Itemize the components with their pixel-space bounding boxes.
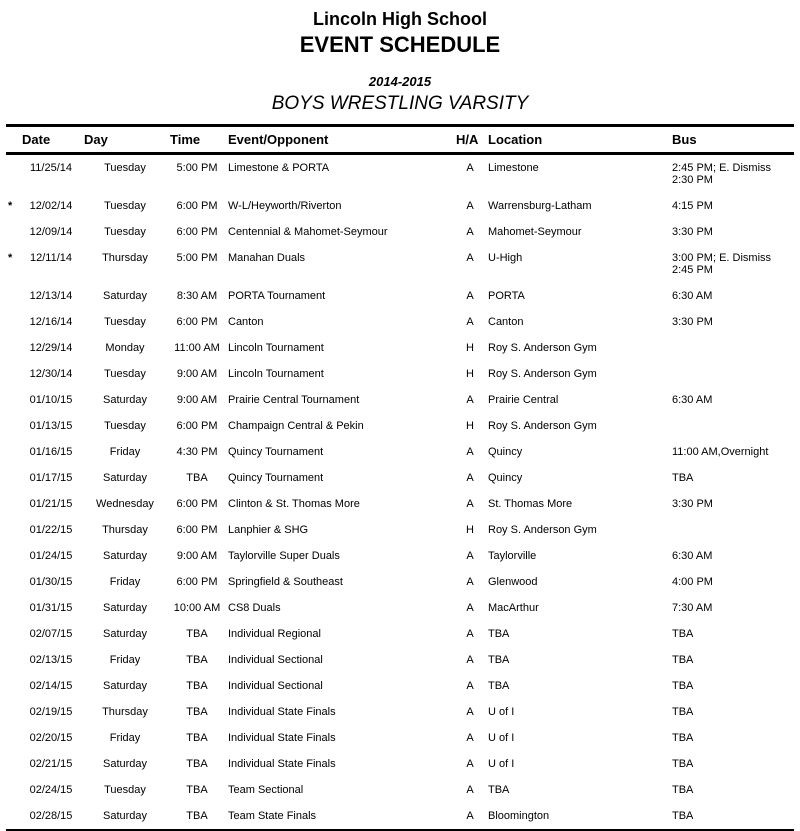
cell-location: MacArthur <box>488 602 539 614</box>
cell-event-opponent: Clinton & St. Thomas More <box>228 498 360 510</box>
cell-bus: 7:30 AM <box>672 602 713 614</box>
cell-early-dismiss-flag <box>6 283 20 309</box>
cell-date: 01/10/15 <box>29 394 73 406</box>
schedule-row <box>6 154 794 194</box>
cell-date: 01/31/15 <box>29 602 73 614</box>
schedule-row <box>6 335 794 361</box>
cell-home-away: A <box>466 576 474 588</box>
cell-day: Saturday <box>102 680 148 692</box>
cell-date: 12/16/14 <box>29 316 73 328</box>
cell-home-away: H <box>466 368 474 380</box>
cell-event-opponent: PORTA Tournament <box>228 290 326 302</box>
cell-home-away: H <box>466 524 474 536</box>
cell-home-away: H <box>466 342 474 354</box>
cell-event-opponent: Individual State Finals <box>228 758 336 770</box>
cell-early-dismiss-flag <box>6 491 20 517</box>
cell-time: 10:00 AM <box>173 602 221 614</box>
cell-location: Roy S. Anderson Gym <box>488 342 597 354</box>
cell-event-opponent: Individual State Finals <box>228 732 336 744</box>
cell-home-away: A <box>466 706 474 718</box>
cell-home-away: A <box>466 732 474 744</box>
header-time: Time <box>168 126 226 154</box>
schedule-row <box>6 725 794 751</box>
cell-date: 12/13/14 <box>29 290 73 302</box>
cell-event-opponent: Canton <box>228 316 264 328</box>
cell-location: Glenwood <box>488 576 538 588</box>
cell-day: Tuesday <box>104 784 146 796</box>
cell-day: Saturday <box>102 810 148 822</box>
cell-early-dismiss-flag <box>6 361 20 387</box>
document-title: EVENT SCHEDULE <box>299 31 501 57</box>
cell-date: 02/19/15 <box>29 706 73 718</box>
schedule-row <box>6 803 794 830</box>
cell-bus: TBA <box>672 732 694 744</box>
header-event: Event/Opponent <box>226 126 454 154</box>
cell-early-dismiss-flag <box>6 725 20 751</box>
cell-day: Saturday <box>102 602 148 614</box>
schedule-row <box>6 491 794 517</box>
cell-location: U of I <box>488 706 515 718</box>
cell-location: TBA <box>488 784 510 796</box>
cell-bus: 3:00 PM; E. Dismiss 2:45 PM <box>672 252 772 276</box>
cell-home-away: A <box>466 758 474 770</box>
cell-location: PORTA <box>488 290 525 302</box>
header-location: Location <box>486 126 670 154</box>
cell-bus: TBA <box>672 680 694 692</box>
cell-time: 9:00 AM <box>176 368 218 380</box>
cell-location: TBA <box>488 654 510 666</box>
season-label: 2014-2015 <box>368 74 432 89</box>
cell-bus: 3:30 PM <box>672 316 713 328</box>
cell-day: Saturday <box>102 290 148 302</box>
cell-date: 02/21/15 <box>29 758 73 770</box>
schedule-row <box>6 387 794 413</box>
cell-time: 5:00 PM <box>176 162 218 174</box>
cell-day: Friday <box>109 732 141 744</box>
cell-event-opponent: Lincoln Tournament <box>228 342 324 354</box>
schedule-row <box>6 283 794 309</box>
schedule-row <box>6 309 794 335</box>
cell-location: Taylorville <box>488 550 537 562</box>
cell-date: 01/22/15 <box>29 524 73 536</box>
cell-location: Warrensburg-Latham <box>488 200 592 212</box>
cell-bus: TBA <box>672 706 694 718</box>
cell-day: Tuesday <box>104 200 146 212</box>
cell-early-dismiss-flag <box>6 154 20 194</box>
cell-day: Tuesday <box>104 226 146 238</box>
cell-date: 01/16/15 <box>29 446 73 458</box>
schedule-row <box>6 673 794 699</box>
schedule-row <box>6 465 794 491</box>
cell-time: 6:00 PM <box>176 316 218 328</box>
cell-event-opponent: Lanphier & SHG <box>228 524 309 536</box>
cell-date: 01/24/15 <box>29 550 73 562</box>
cell-home-away: A <box>466 654 474 666</box>
cell-bus: 4:15 PM <box>672 200 713 212</box>
cell-bus: 6:30 AM <box>672 290 713 302</box>
cell-time: TBA <box>186 706 208 718</box>
cell-time: 6:00 PM <box>176 498 218 510</box>
schedule-row <box>6 361 794 387</box>
cell-date: 12/11/14 <box>29 252 72 264</box>
cell-bus <box>670 335 794 361</box>
cell-bus: 4:00 PM <box>672 576 713 588</box>
cell-time: 6:00 PM <box>176 576 218 588</box>
page-header <box>0 8 800 116</box>
cell-event-opponent: Centennial & Mahomet-Seymour <box>228 226 388 238</box>
cell-location: Quincy <box>488 472 523 484</box>
cell-day: Tuesday <box>104 420 146 432</box>
cell-home-away: A <box>466 628 474 640</box>
schedule-row <box>6 413 794 439</box>
cell-event-opponent: Team State Finals <box>228 810 317 822</box>
cell-date: 11/25/14 <box>29 162 72 174</box>
cell-day: Thursday <box>102 706 148 718</box>
cell-date: 02/13/15 <box>29 654 73 666</box>
schedule-row <box>6 245 794 283</box>
cell-day: Tuesday <box>104 368 146 380</box>
cell-early-dismiss-flag <box>6 309 20 335</box>
schedule-row <box>6 439 794 465</box>
cell-bus: 2:45 PM; E. Dismiss 2:30 PM <box>672 162 772 186</box>
cell-time: 6:00 PM <box>176 524 218 536</box>
cell-time: 6:00 PM <box>176 200 218 212</box>
schedule-table <box>6 124 794 831</box>
schedule-row <box>6 219 794 245</box>
cell-location: Quincy <box>488 446 523 458</box>
cell-bus: TBA <box>672 654 694 666</box>
cell-location: Roy S. Anderson Gym <box>488 420 597 432</box>
cell-bus: TBA <box>672 784 694 796</box>
cell-bus <box>670 361 794 387</box>
header-flag <box>6 126 20 154</box>
cell-early-dismiss-flag <box>6 751 20 777</box>
team-title: BOYS WRESTLING VARSITY <box>271 93 529 115</box>
cell-early-dismiss-flag <box>6 413 20 439</box>
cell-day: Thursday <box>102 252 148 264</box>
cell-event-opponent: Quincy Tournament <box>228 446 324 458</box>
schedule-body <box>6 154 794 831</box>
schedule-row <box>6 777 794 803</box>
cell-day: Tuesday <box>104 162 146 174</box>
cell-time: TBA <box>186 654 208 666</box>
cell-bus: 6:30 AM <box>672 550 713 562</box>
cell-event-opponent: CS8 Duals <box>228 602 281 614</box>
cell-location: Prairie Central <box>488 394 559 406</box>
cell-home-away: A <box>466 162 474 174</box>
cell-event-opponent: Prairie Central Tournament <box>228 394 360 406</box>
cell-early-dismiss-flag <box>6 387 20 413</box>
cell-day: Monday <box>105 342 145 354</box>
cell-time: TBA <box>186 680 208 692</box>
cell-time: TBA <box>186 784 208 796</box>
cell-location: Mahomet-Seymour <box>488 226 582 238</box>
cell-time: TBA <box>186 472 208 484</box>
cell-time: TBA <box>186 732 208 744</box>
cell-time: 8:30 AM <box>176 290 218 302</box>
cell-location: U of I <box>488 732 515 744</box>
cell-home-away: A <box>466 316 474 328</box>
cell-date: 02/24/15 <box>29 784 73 796</box>
cell-location: Limestone <box>488 162 539 174</box>
cell-day: Friday <box>109 576 141 588</box>
cell-bus: 3:30 PM <box>672 498 713 510</box>
cell-date: 02/28/15 <box>29 810 73 822</box>
cell-time: 9:00 AM <box>176 550 218 562</box>
cell-day: Friday <box>109 654 141 666</box>
cell-event-opponent: Springfield & Southeast <box>228 576 343 588</box>
schedule-row <box>6 543 794 569</box>
cell-bus: 11:00 AM,Overnight <box>672 446 769 458</box>
header-row <box>6 126 794 154</box>
cell-early-dismiss-flag <box>6 699 20 725</box>
cell-early-dismiss-flag <box>6 777 20 803</box>
cell-home-away: A <box>466 290 474 302</box>
cell-time: 9:00 AM <box>176 394 218 406</box>
cell-early-dismiss-flag <box>6 335 20 361</box>
cell-date: 01/21/15 <box>29 498 73 510</box>
cell-location: Roy S. Anderson Gym <box>488 524 597 536</box>
cell-early-dismiss-flag: * <box>8 252 13 264</box>
cell-home-away: A <box>466 810 474 822</box>
table-header <box>6 126 794 154</box>
cell-event-opponent: Individual Sectional <box>228 654 323 666</box>
cell-date: 02/20/15 <box>29 732 73 744</box>
header-day: Day <box>82 126 168 154</box>
cell-early-dismiss-flag <box>6 439 20 465</box>
cell-home-away: A <box>466 550 474 562</box>
cell-early-dismiss-flag: * <box>8 200 13 212</box>
schedule-row <box>6 595 794 621</box>
cell-bus: 3:30 PM <box>672 226 713 238</box>
cell-time: TBA <box>186 758 208 770</box>
cell-location: St. Thomas More <box>488 498 573 510</box>
cell-day: Friday <box>109 446 141 458</box>
cell-location: Roy S. Anderson Gym <box>488 368 597 380</box>
cell-date: 01/13/15 <box>29 420 73 432</box>
cell-day: Saturday <box>102 472 148 484</box>
cell-time: 5:00 PM <box>176 252 218 264</box>
cell-day: Saturday <box>102 550 148 562</box>
cell-date: 02/14/15 <box>29 680 73 692</box>
cell-early-dismiss-flag <box>6 219 20 245</box>
cell-day: Saturday <box>102 628 148 640</box>
schedule-row <box>6 751 794 777</box>
cell-early-dismiss-flag <box>6 673 20 699</box>
cell-home-away: A <box>466 680 474 692</box>
cell-bus <box>670 517 794 543</box>
cell-home-away: A <box>466 602 474 614</box>
cell-bus: TBA <box>672 472 694 484</box>
schedule-row <box>6 699 794 725</box>
cell-time: TBA <box>186 628 208 640</box>
cell-event-opponent: Individual Regional <box>228 628 321 640</box>
cell-date: 12/29/14 <box>29 342 73 354</box>
cell-early-dismiss-flag <box>6 803 20 830</box>
cell-bus: TBA <box>672 810 694 822</box>
cell-home-away: A <box>466 200 474 212</box>
cell-location: TBA <box>488 628 510 640</box>
cell-bus <box>670 413 794 439</box>
cell-event-opponent: Individual Sectional <box>228 680 323 692</box>
cell-time: 6:00 PM <box>176 226 218 238</box>
cell-event-opponent: Champaign Central & Pekin <box>228 420 364 432</box>
cell-early-dismiss-flag <box>6 595 20 621</box>
cell-event-opponent: Limestone & PORTA <box>228 162 330 174</box>
cell-location: Canton <box>488 316 524 328</box>
cell-early-dismiss-flag <box>6 647 20 673</box>
schedule-row <box>6 621 794 647</box>
cell-date: 01/17/15 <box>29 472 73 484</box>
header-date: Date <box>20 126 82 154</box>
cell-time: 6:00 PM <box>176 420 218 432</box>
schedule-row <box>6 193 794 219</box>
cell-early-dismiss-flag <box>6 543 20 569</box>
cell-event-opponent: Team Sectional <box>228 784 304 796</box>
cell-location: TBA <box>488 680 510 692</box>
cell-time: TBA <box>186 810 208 822</box>
schedule-row <box>6 647 794 673</box>
cell-home-away: A <box>466 394 474 406</box>
cell-early-dismiss-flag <box>6 569 20 595</box>
cell-early-dismiss-flag <box>6 465 20 491</box>
header-bus: Bus <box>670 126 794 154</box>
schedule-row <box>6 569 794 595</box>
cell-date: 12/02/14 <box>29 200 73 212</box>
cell-event-opponent: Lincoln Tournament <box>228 368 324 380</box>
cell-event-opponent: Taylorville Super Duals <box>228 550 340 562</box>
cell-early-dismiss-flag <box>6 517 20 543</box>
cell-time: 11:00 AM <box>174 342 220 354</box>
cell-location: U-High <box>488 252 523 264</box>
cell-day: Thursday <box>102 524 148 536</box>
cell-home-away: H <box>466 420 474 432</box>
cell-early-dismiss-flag <box>6 621 20 647</box>
cell-bus: 6:30 AM <box>672 394 713 406</box>
cell-time: 4:30 PM <box>176 446 218 458</box>
cell-home-away: A <box>466 226 474 238</box>
cell-event-opponent: W-L/Heyworth/Riverton <box>228 200 342 212</box>
cell-date: 12/30/14 <box>29 368 73 380</box>
cell-home-away: A <box>466 446 474 458</box>
cell-day: Saturday <box>102 758 148 770</box>
cell-home-away: A <box>466 252 474 264</box>
cell-bus: TBA <box>672 628 694 640</box>
cell-event-opponent: Individual State Finals <box>228 706 336 718</box>
cell-event-opponent: Manahan Duals <box>228 252 306 264</box>
cell-day: Wednesday <box>96 498 154 510</box>
cell-event-opponent: Quincy Tournament <box>228 472 324 484</box>
cell-date: 01/30/15 <box>29 576 73 588</box>
header-ha: H/A <box>454 126 486 154</box>
cell-location: U of I <box>488 758 515 770</box>
cell-day: Saturday <box>102 394 148 406</box>
cell-home-away: A <box>466 784 474 796</box>
cell-day: Tuesday <box>104 316 146 328</box>
school-name: Lincoln High School <box>313 9 487 29</box>
cell-date: 12/09/14 <box>29 226 73 238</box>
schedule-row <box>6 517 794 543</box>
cell-location: Bloomington <box>488 810 550 822</box>
cell-home-away: A <box>466 472 474 484</box>
cell-date: 02/07/15 <box>29 628 73 640</box>
cell-home-away: A <box>466 498 474 510</box>
cell-bus: TBA <box>672 758 694 770</box>
